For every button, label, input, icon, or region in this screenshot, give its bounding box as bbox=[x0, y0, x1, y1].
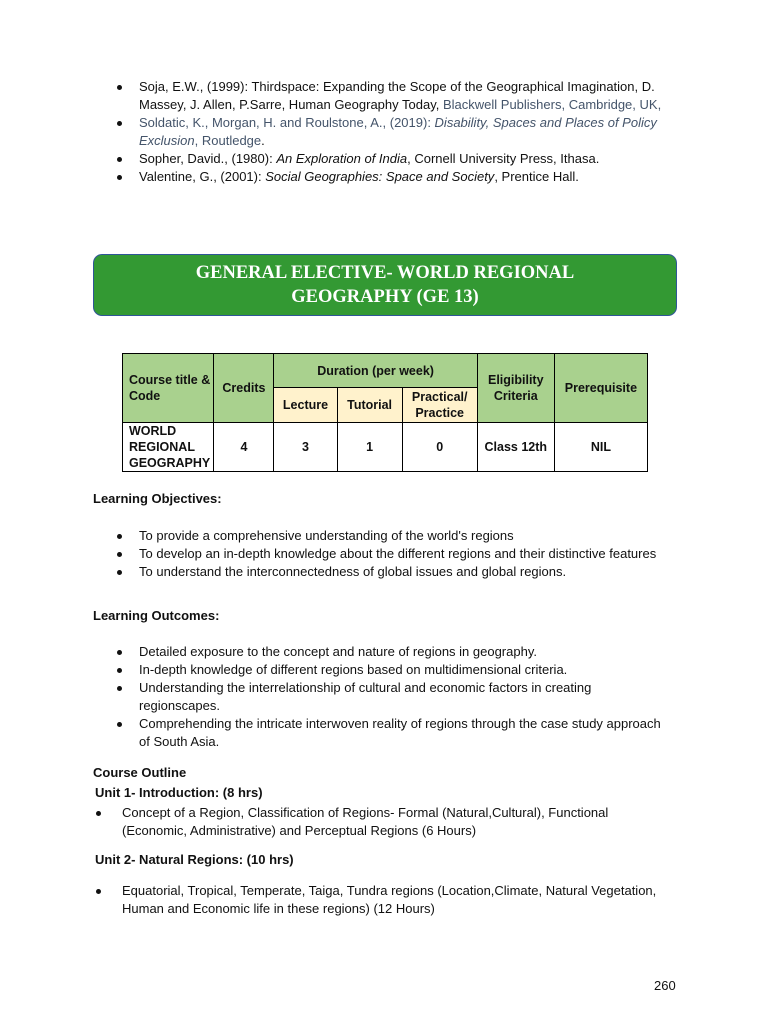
banner-line-2: GEOGRAPHY (GE 13) bbox=[291, 287, 479, 307]
bullet-icon bbox=[117, 534, 122, 539]
list-item: Equatorial, Tropical, Temperate, Taiga, Tundra regions (Location,Climate, Natural Vegetation, Human and Economic life in these regions) (12 Hours) bbox=[122, 882, 675, 918]
list-item: In-depth knowledge of different regions based on multidimensional criteria. bbox=[139, 661, 675, 679]
bullet-icon bbox=[117, 668, 122, 673]
list-item: To provide a comprehensive understanding of the world's regions bbox=[139, 527, 675, 545]
header-duration: Duration (per week) bbox=[274, 354, 477, 388]
bullet-icon bbox=[117, 722, 122, 727]
bullet-icon bbox=[117, 686, 122, 691]
list-item: Understanding the interrelationship of cultural and economic factors in creating regionscapes. bbox=[139, 679, 675, 715]
outcomes-list bbox=[139, 643, 675, 751]
cell-tutorial: 1 bbox=[337, 423, 402, 472]
header-eligibility: Eligibility Criteria bbox=[477, 354, 554, 423]
header-credits: Credits bbox=[214, 354, 274, 423]
section-title-banner bbox=[93, 254, 677, 316]
bullet-icon bbox=[96, 889, 101, 894]
bullet-icon bbox=[117, 552, 122, 557]
reference-item: Valentine, G., (2001): Social Geographies: Space and Society, Prentice Hall. bbox=[139, 168, 679, 186]
cell-credits: 4 bbox=[214, 423, 274, 472]
reference-item: Soldatic, K., Morgan, H. and Roulstone, A., (2019): Disability, Spaces and Places of Policy Exclusion, Routledge. bbox=[139, 114, 679, 150]
unit-1-title: Unit 1- Introduction: (8 hrs) bbox=[95, 785, 263, 800]
bullet-icon bbox=[117, 650, 122, 655]
course-details-table bbox=[122, 353, 648, 472]
list-item: To understand the interconnectedness of global issues and global regions. bbox=[139, 563, 675, 581]
header-practical: Practical/ Practice bbox=[402, 388, 477, 423]
cell-course-title: WORLD REGIONAL GEOGRAPHY bbox=[123, 423, 214, 472]
cell-practical: 0 bbox=[402, 423, 477, 472]
bullet-icon bbox=[117, 157, 122, 162]
header-lecture: Lecture bbox=[274, 388, 337, 423]
bullet-icon bbox=[117, 175, 122, 180]
header-tutorial: Tutorial bbox=[337, 388, 402, 423]
references-list bbox=[139, 78, 679, 186]
objectives-list bbox=[139, 527, 675, 581]
list-item: To develop an in-depth knowledge about the different regions and their distinctive features bbox=[139, 545, 675, 563]
unit-2-list bbox=[122, 882, 675, 918]
outcomes-heading: Learning Outcomes: bbox=[93, 608, 220, 623]
cell-prerequisite: NIL bbox=[554, 423, 647, 472]
unit-2-title: Unit 2- Natural Regions: (10 hrs) bbox=[95, 852, 294, 867]
page-number: 260 bbox=[654, 978, 676, 993]
cell-lecture: 3 bbox=[274, 423, 337, 472]
bullet-icon bbox=[117, 570, 122, 575]
unit-1-list bbox=[122, 804, 675, 840]
list-item: Detailed exposure to the concept and nature of regions in geography. bbox=[139, 643, 675, 661]
course-outline-heading: Course Outline bbox=[93, 765, 187, 780]
bullet-icon bbox=[117, 85, 122, 90]
list-item: Comprehending the intricate interwoven reality of regions through the case study approach of South Asia. bbox=[139, 715, 675, 751]
header-prerequisite: Prerequisite bbox=[554, 354, 647, 423]
reference-item: Sopher, David., (1980): An Exploration of India, Cornell University Press, Ithasa. bbox=[139, 150, 679, 168]
reference-item: Soja, E.W., (1999): Thirdspace: Expanding the Scope of the Geographical Imagination, D. Massey, J. Allen, P.Sarre, Human Geography Today, Blackwell Publishers, Cambridge, UK, bbox=[139, 78, 679, 114]
bullet-icon bbox=[117, 121, 122, 126]
header-course-title: Course title & Code bbox=[123, 354, 214, 423]
cell-eligibility: Class 12th bbox=[477, 423, 554, 472]
objectives-heading: Learning Objectives: bbox=[93, 491, 222, 506]
banner-line-1: GENERAL ELECTIVE- WORLD REGIONAL bbox=[195, 263, 575, 283]
bullet-icon bbox=[96, 811, 101, 816]
list-item: Concept of a Region, Classification of Regions- Formal (Natural,Cultural), Functional (Economic, Administrative) and Perceptual Regions (6 Hours) bbox=[122, 804, 675, 840]
